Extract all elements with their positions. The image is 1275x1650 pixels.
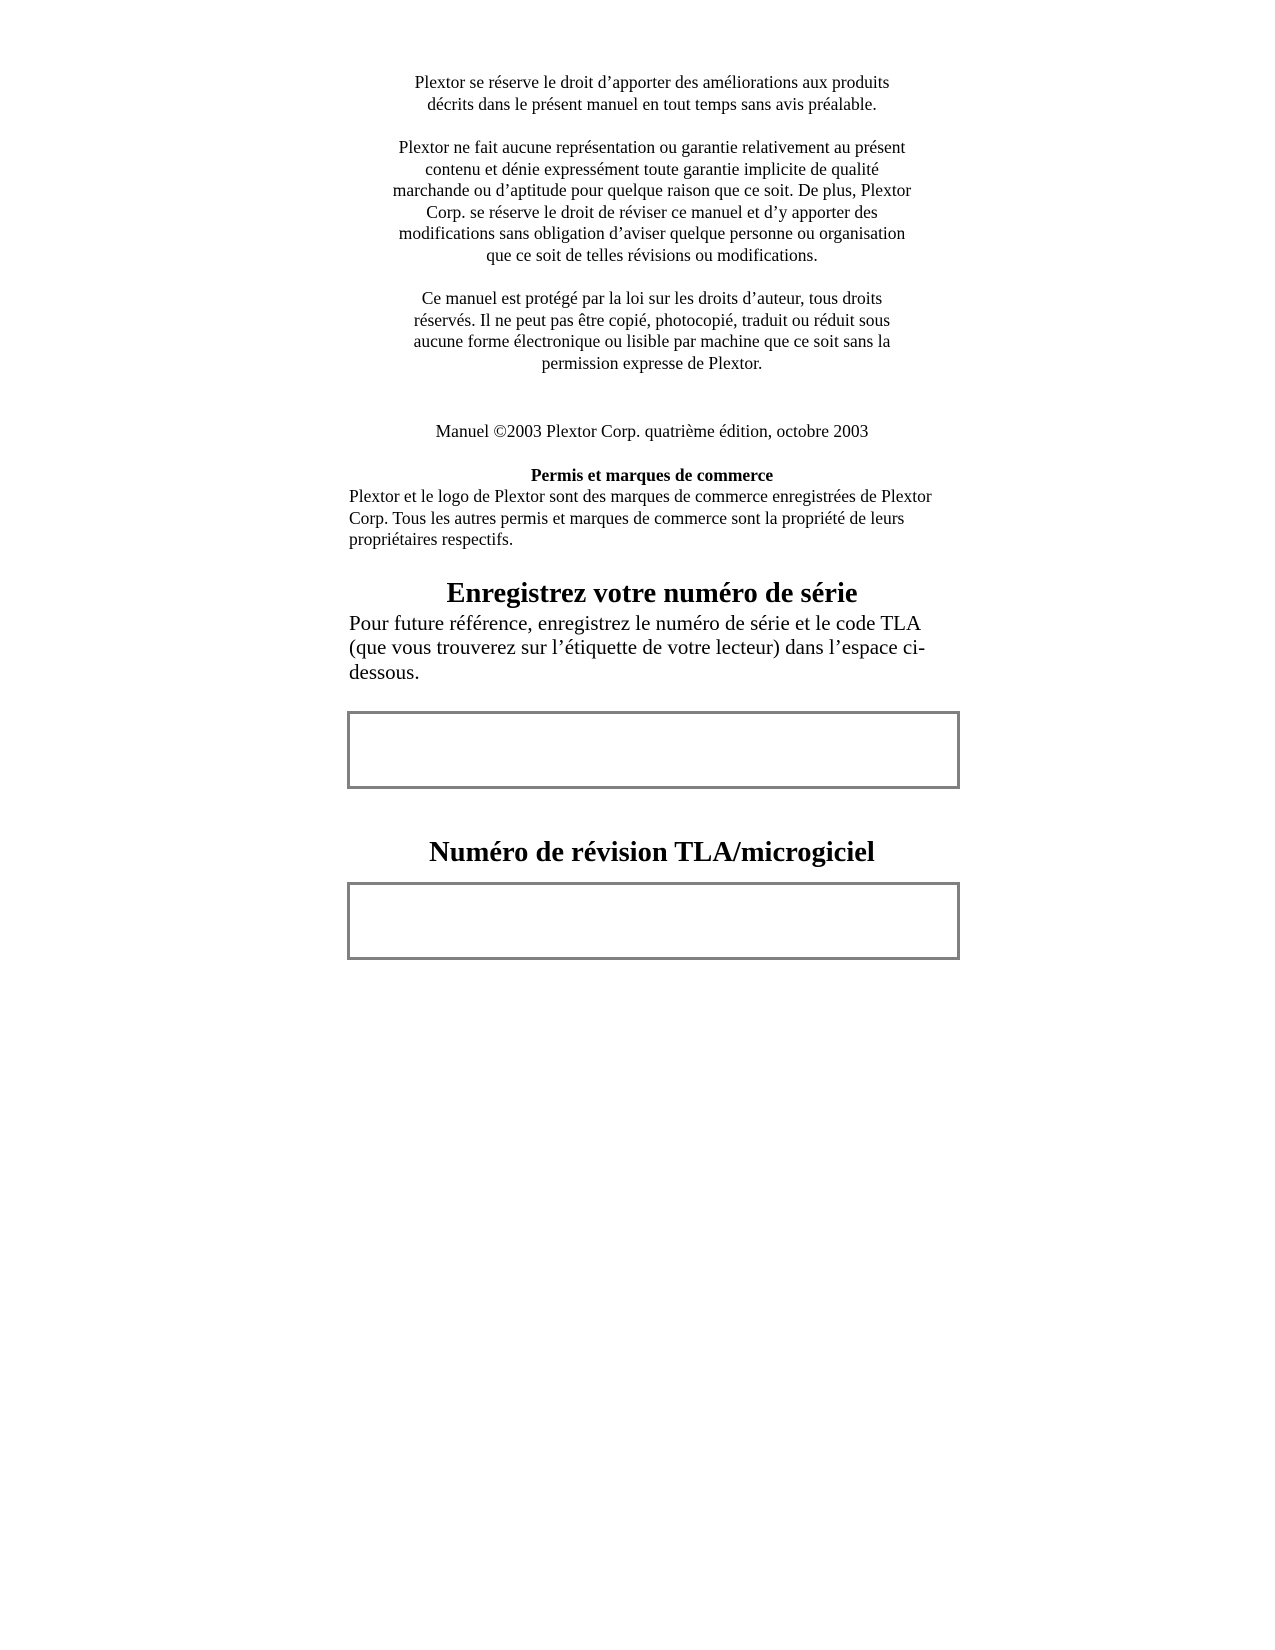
- tla-firmware-entry-box: [347, 882, 960, 960]
- manual-page: [349, 72, 955, 960]
- serial-number-entry-box: [347, 711, 960, 789]
- tla-firmware-heading: Numéro de révision TLA/microgiciel: [429, 837, 875, 868]
- notice-copyright-paragraph: Ce manuel est protégé par la loi sur les droits d’auteur, tous droits réservés. Il ne peut pas être copié, photocopié, traduit ou réduit sous aucune forme électronique ou lisible par machine que ce soit sans la permission expresse de Plextor.: [413, 288, 891, 373]
- trademarks-title: Permis et marques de commerce: [530, 465, 774, 485]
- serial-number-heading: Enregistrez votre numéro de série: [446, 577, 858, 609]
- notice-warranty-paragraph: Plextor ne fait aucune représentation ou garantie relativement au présent contenu et dénie expressément toute garantie implicite de qualité marchande ou d’aptitude pour quelque raison que ce soit. De plus, Plextor Corp. se réserve le droit de réviser ce manuel et d’y apporter des modifications sans obligation d’aviser quelque personne ou organisation que ce soit de telles révisions ou modifications.: [392, 137, 912, 265]
- trademarks-body: Plextor et le logo de Plextor sont des marques de commerce enregistrées de Plextor Corp. Tous les autres permis et marques de commerce sont la propriété de leurs propriétaires respectifs.: [349, 486, 932, 549]
- edition-line: Manuel ©2003 Plextor Corp. quatrième édition, octobre 2003: [435, 421, 869, 441]
- legal-notice: [392, 72, 912, 374]
- serial-number-instructions: Pour future référence, enregistrez le numéro de série et le code TLA (que vous trouverez sur l’étiquette de votre lecteur) dans l’espace ci-dessous.: [349, 610, 926, 684]
- notice-improvements-paragraph: Plextor se réserve le droit d’apporter des améliorations aux produits décrits dans le présent manuel en tout temps sans avis préalable.: [414, 72, 890, 114]
